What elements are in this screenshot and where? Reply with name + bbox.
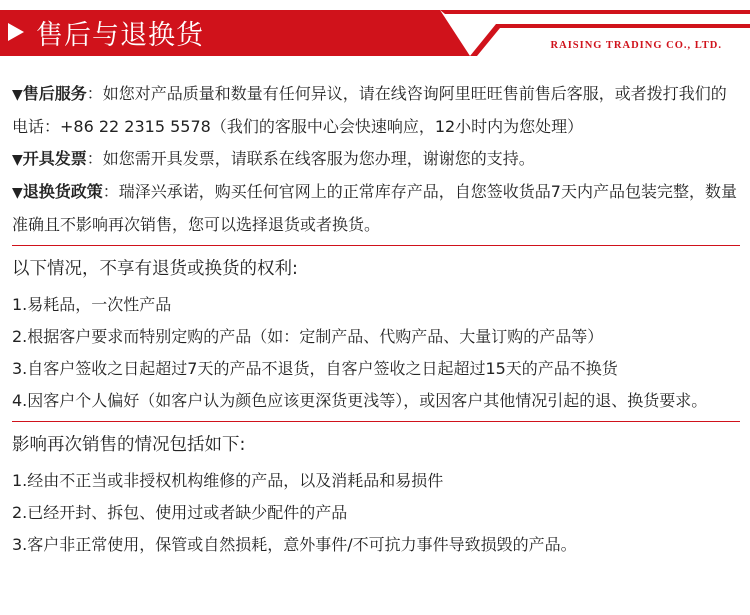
header-banner xyxy=(0,0,750,62)
policy-returns xyxy=(12,176,740,241)
policy-after-sales xyxy=(12,78,740,143)
resale-section xyxy=(12,429,740,561)
policies-section xyxy=(12,78,740,241)
policy-label: ▼售后服务 xyxy=(12,84,87,103)
triangle-down-icon: ▼ xyxy=(12,152,23,168)
list-item: 2.已经开封、拆包、使用过或者缺少配件的产品 xyxy=(12,503,348,522)
play-triangle-icon xyxy=(8,23,24,41)
page-title: 售后与退换货 xyxy=(36,19,204,51)
list-item: 2.根据客户要求而特别定购的产品（如：定制产品、代购产品、大量订购的产品等） xyxy=(12,327,604,346)
policy-label: ▼退换货政策 xyxy=(12,182,103,201)
title-wrap xyxy=(8,12,204,52)
list-item: 4.因客户个人偏好（如客户认为颜色应该更深货更浅等），或因客户其他情况引起的退、换货要求。 xyxy=(12,391,708,410)
triangle-down-icon: ▼ xyxy=(12,87,23,103)
policy-text: ：如您对产品质量和数量有任何异议，请在线咨询阿里旺旺售前售后客服，或者拨打我们的电话：+86 22 2315 5578（我们的客服中心会快速响应，12小时内为您处理） xyxy=(12,84,727,136)
policy-text: ：如您需开具发票，请联系在线客服为您办理，谢谢您的支持。 xyxy=(86,149,535,168)
no-return-section xyxy=(12,253,740,417)
section-title: 以下情况，不享有退货或换货的权利: xyxy=(12,259,298,279)
policy-text: ：瑞泽兴承诺，购买任何官网上的正常库存产品，自您签收货品7天内产品包装完整，数量准确且不影响再次销售，您可以选择退货或者换货。 xyxy=(12,182,737,234)
list-item: 3.自客户签收之日起超过7天的产品不退货，自客户签收之日起超过15天的产品不换货 xyxy=(12,359,618,378)
content xyxy=(12,78,740,561)
list-item: 1.易耗品，一次性产品 xyxy=(12,295,172,314)
list-item: 3.客户非正常使用，保管或自然损耗，意外事件/不可抗力事件导致损毁的产品。 xyxy=(12,535,577,554)
list-item: 1.经由不正当或非授权机构维修的产品，以及消耗品和易损件 xyxy=(12,471,444,490)
policy-label: ▼开具发票 xyxy=(12,149,87,168)
divider xyxy=(12,245,740,246)
company-name: RAISING TRADING CO., LTD. xyxy=(550,40,722,51)
triangle-down-icon: ▼ xyxy=(12,185,23,201)
section-title: 影响再次销售的情况包括如下: xyxy=(12,435,246,455)
policy-invoice xyxy=(12,143,740,176)
divider xyxy=(12,421,740,422)
